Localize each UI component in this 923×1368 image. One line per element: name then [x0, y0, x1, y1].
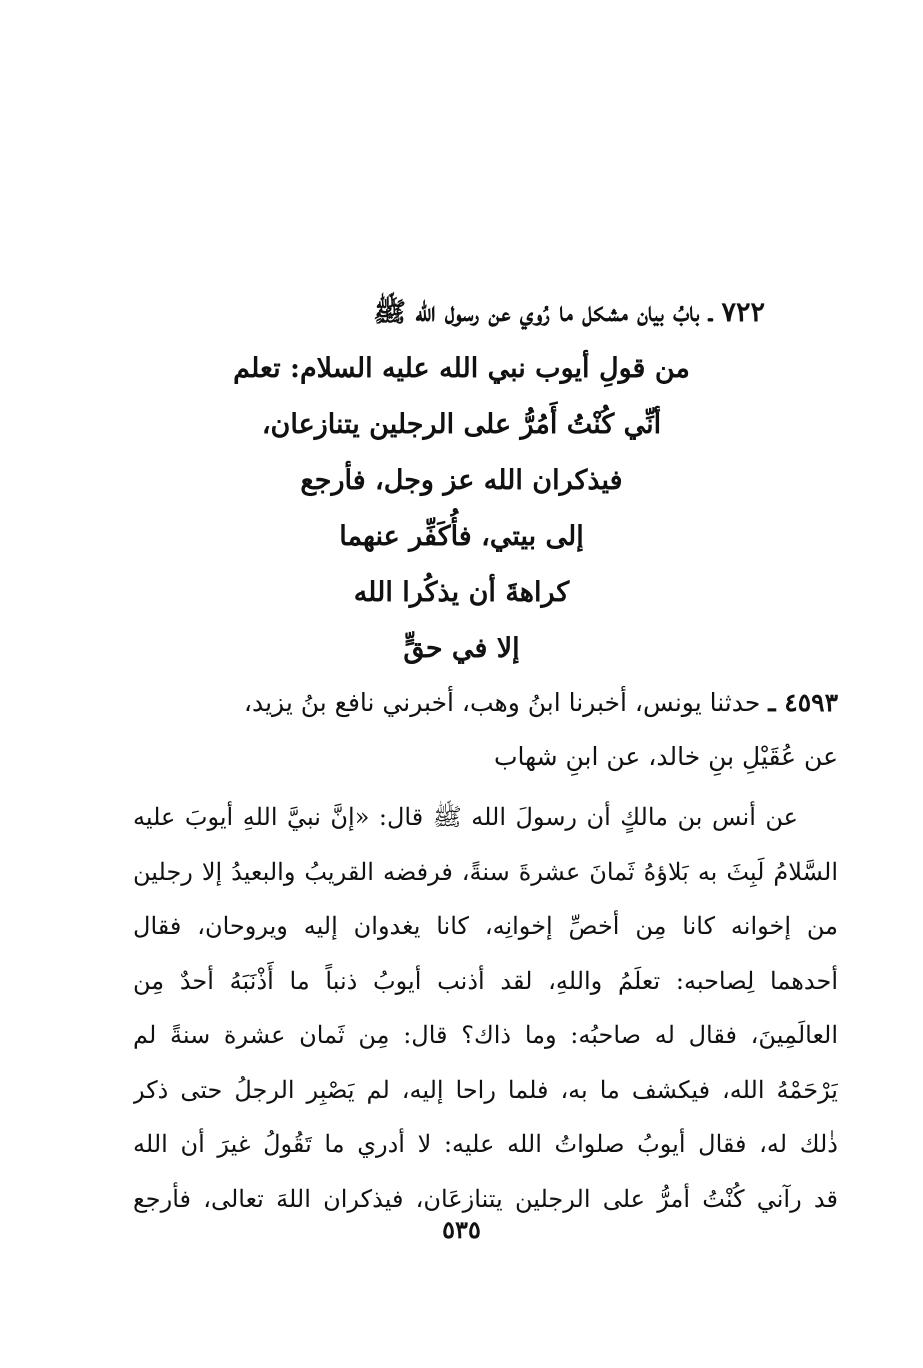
- hadith-text-line: السَّلامُ لَبِثَ به بَلاؤهُ ثَمانَ عشرةَ سنةً، فرفضه القريبُ والبعيدُ إلا رجلين: [133, 857, 838, 886]
- chapter-heading-line: إلى بيتي، فأُكَفِّر عنهما: [339, 521, 584, 552]
- isnad-line: عن عُقَيْلِ بنِ خالد، عن ابنِ شهاب: [493, 742, 838, 771]
- hadith-text-line: قد رآني كُنْتُ أمرُّ على الرجلين يتنازعَان، فيذكران اللهَ تعالى، فأرجع: [133, 1184, 838, 1213]
- isnad-line: [133, 676, 838, 730]
- hadith-text-line: من إخوانه كانا مِن أخصِّ إخوانِه، كانا يغدوان إليه ويروحان، فقال: [133, 912, 838, 940]
- chapter-heading-line: ٧٢٢ ـ بابُ بيان مشكل ما رُوي عن رسول الله ﷺ: [373, 297, 765, 328]
- hadith-text-line: عن أنس بن مالكٍ أن رسولَ الله ﷺ قال: «إنَّ نبيَّ اللهِ أيوبَ عليه: [133, 803, 798, 831]
- hadith-number: ٤٥٩٣ ـ: [768, 688, 838, 717]
- chapter-heading-line: إلا في حقٍّ: [403, 633, 520, 664]
- page-number: ٥٣٥: [442, 1215, 481, 1244]
- hadith-isnad: [133, 676, 838, 784]
- hadith-text-line: ذٰلك له، فقال أيوبُ صلواتُ الله عليه: لا أدري ما تَقُولُ غيرَ أن الله: [133, 1130, 838, 1158]
- chapter-heading-line: من قولِ أيوب نبي الله عليه السلام: تعلم: [233, 353, 690, 384]
- chapter-heading-line: أنِّي كُنْتُ أَمُرُّ على الرجلين يتنازعان،: [261, 409, 662, 440]
- hadith-text: [133, 790, 838, 1226]
- hadith-text-line: أحدهما لِصاحبه: تعلَمُ واللهِ، لقد أذنب أيوبُ ذنباً ما أَذْنَبَهُ أحدٌ مِن: [133, 966, 838, 995]
- hadith-text-line: يَرْحَمْهُ الله، فيكشف ما به، فلما راحا إليه، لم يَصْبِر الرجلُ حتى ذكر: [133, 1075, 838, 1104]
- isnad-text: حدثنا يونس، أخبرنا ابنُ وهب، أخبرني نافع بنُ يزيد،: [243, 688, 761, 717]
- chapter-heading-line: فيذكران الله عز وجل، فأرجع: [300, 465, 623, 496]
- hadith-text-line: العالَمِينَ، فقال له صاحبُه: وما ذاك؟ قال: مِن ثَمان عشرة سنةً لم: [133, 1021, 838, 1049]
- chapter-heading: [130, 285, 793, 677]
- chapter-heading-line: كراهةَ أن يذكُرا الله: [353, 577, 570, 608]
